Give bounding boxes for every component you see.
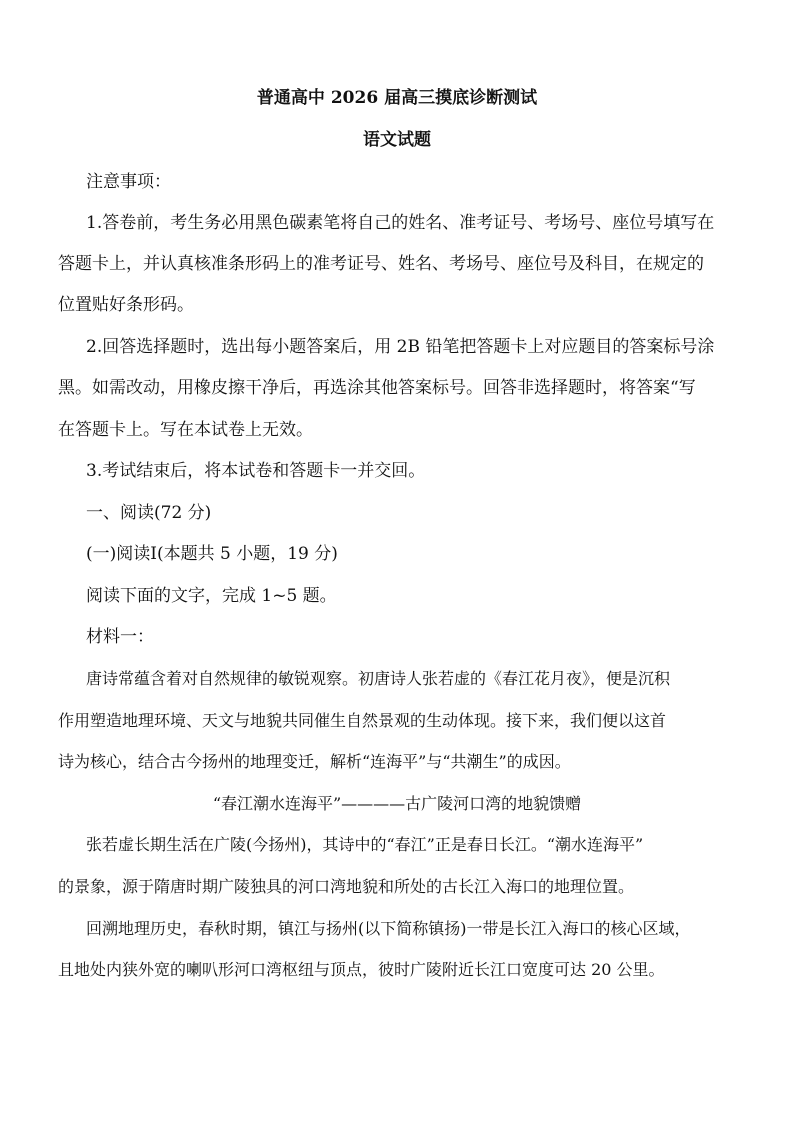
passage-para-2-line-1: 张若虚长期生活在广陵(今扬州)，其诗中的“春江”正是春日长江。“潮水连海平” [86, 835, 644, 854]
section-instruction: 阅读下面的文字，完成 1~5 题。 [86, 586, 337, 606]
notice-item-1-line-3: 位置贴好条形码。 [58, 295, 194, 315]
passage-para-3-line-1: 回溯地理历史，春秋时期，镇江与扬州(以下简称镇扬)一带是长江入海口的核心区域， [86, 919, 691, 938]
notice-item-1-line-1: 1.答卷前，考生务必用黑色碳素笔将自己的姓名、准考证号、考场号、座位号填写在 [86, 213, 715, 233]
exam-title: 普通高中 2026 届高三摸底诊断测试 [256, 88, 538, 108]
notice-item-2-line-1: 2.回答选择题时，选出每小题答案后，用 2B 铅笔把答题卡上对应题目的答案标号涂 [86, 337, 715, 357]
notice-item-3: 3.考试结束后，将本试卷和答题卡一并交回。 [86, 461, 426, 481]
passage-para-1-line-1: 唐诗常蕴含着对自然规律的敏锐观察。初唐诗人张若虚的《春江花月夜》，便是沉积 [86, 669, 671, 688]
passage-subheading: “春江潮水连海平”————古广陵河口湾的地貌馈赠 [212, 794, 582, 813]
passage-para-2-line-2: 的景象，源于隋唐时期广陵独具的河口湾地貌和所处的古长江入海口的地理位置。 [58, 877, 635, 896]
passage-para-1-line-2: 作用塑造地理环境、天文与地貌共同催生自然景观的生动体现。接下来，我们便以这首 [58, 711, 667, 730]
passage-para-1-line-3: 诗为核心，结合古今扬州的地理变迁，解析“连海平”与“共潮生”的成因。 [58, 752, 571, 771]
passage-para-3-line-2: 且地处内狭外宽的喇叭形河口湾枢纽与顶点，彼时广陵附近长江口宽度可达 20 公里。 [58, 960, 665, 979]
notice-item-1-line-2: 答题卡上，并认真核准条形码上的准考证号、姓名、考场号、座位号及科目，在规定的 [58, 254, 704, 274]
notice-item-2-line-3: 在答题卡上。写在本试卷上无效。 [58, 420, 313, 440]
notice-item-2-line-2: 黑。如需改动，用橡皮擦干净后，再选涂其他答案标号。回答非选择题时，将答案“写 [58, 378, 696, 398]
subject-title: 语文试题 [363, 130, 431, 150]
section-part-one: 一、阅读(72 分) [86, 503, 212, 523]
material-label: 材料一： [86, 627, 154, 647]
notice-heading: 注意事项： [86, 172, 171, 192]
section-sub-one: (一)阅读Ⅰ(本题共 5 小题，19 分) [86, 544, 338, 564]
